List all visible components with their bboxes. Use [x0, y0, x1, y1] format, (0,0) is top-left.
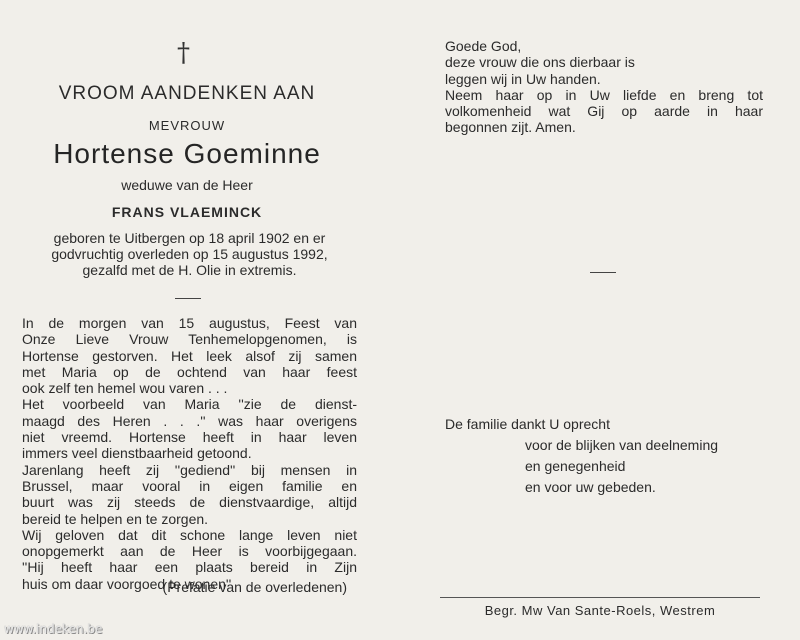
birth-death-info	[22, 230, 357, 278]
text-line: onopgemerkt aan de Heer is voorbijgegaan.	[22, 543, 357, 560]
divider-left	[175, 298, 201, 299]
husband-name: FRANS VLAEMINCK	[111, 204, 263, 220]
footer-rule	[440, 597, 760, 598]
text-line: deze vrouw die ons dierbaar is	[445, 54, 635, 71]
cross-icon: †	[177, 38, 190, 68]
thanks-line: en genegenheid	[525, 458, 626, 474]
thanks-line: voor de blijken van deelneming	[525, 437, 719, 453]
text-line: Brussel, maar vooral in eigen familie en	[22, 477, 357, 494]
text-line: huis om daar voorgoed te wonen''	[22, 575, 232, 592]
text-line: Onze Lieve Vrouw Tenhemelopgenomen, is	[22, 331, 357, 348]
birth-line: geboren te Uitbergen op 18 april 1902 en er	[53, 230, 326, 246]
prefatie-source: (Prefatie van de overledenen)	[162, 579, 347, 595]
death-line: godvruchtig overleden op 15 augustus 1992,	[51, 246, 328, 262]
text-line: niet vreemd. Hortense heeft in haar leven	[22, 429, 357, 446]
text-line: met Maria op de ochtend van haar feest	[22, 363, 357, 380]
text-line: bereid te helpen en te zorgen.	[22, 510, 209, 527]
prayer-text	[445, 38, 763, 136]
text-line: buurt was zij steeds de dienstvaardige, altijd	[22, 494, 357, 511]
title-mevrouw: MEVROUW	[148, 118, 226, 133]
paragraph	[22, 462, 357, 527]
text-line: Het voorbeeld van Maria ''zie de dienst-	[22, 396, 357, 413]
divider-right	[590, 272, 616, 273]
deceased-name: Hortense Goeminne	[53, 138, 321, 169]
paragraph	[22, 315, 357, 396]
family-thanks	[445, 414, 718, 498]
text-line: volkomenheid wat Gij op aarde in haar	[445, 103, 763, 120]
text-line: immers veel dienstbaarheid getoond.	[22, 445, 252, 462]
paragraph	[445, 71, 763, 87]
text-line: begonnen zijt. Amen.	[445, 119, 576, 136]
paragraph	[22, 396, 357, 461]
text-line: Wij geloven dat dit schone lange leven niet	[22, 526, 357, 543]
undertaker-line: Begr. Mw Van Sante-Roels, Westrem	[484, 603, 716, 618]
text-line: Hortense gestorven. Het leek alsof zij samen	[22, 347, 357, 364]
memorial-story	[22, 315, 357, 592]
text-line: ''Hij heeft haar een plaats bereid in Zijn	[22, 559, 357, 576]
text-line: leggen wij in Uw handen.	[445, 70, 601, 87]
widow-line: weduwe van de Heer	[121, 177, 253, 193]
paragraph	[445, 54, 763, 70]
text-line: ook zelf ten hemel wou varen . . .	[22, 380, 228, 397]
paragraph	[445, 87, 763, 136]
watermark: www.indeken.be	[4, 622, 103, 636]
anointing-line: gezalfd met de H. Olie in extremis.	[82, 262, 297, 278]
text-line: In de morgen van 15 augustus, Feest van	[22, 315, 357, 331]
thanks-line: en voor uw gebeden.	[525, 479, 656, 495]
text-line: Jarenlang heeft zij ''gediend'' bij mensen in	[22, 461, 357, 478]
thanks-line: De familie dankt U oprecht	[445, 416, 610, 432]
text-line: maagd des Heren . . .'' was haar overigens	[22, 412, 357, 429]
text-line: Neem haar op in Uw liefde en breng tot	[445, 86, 763, 103]
text-line: Goede God,	[445, 38, 522, 54]
paragraph	[445, 38, 763, 54]
memorial-heading: VROOM AANDENKEN AAN	[58, 83, 316, 104]
